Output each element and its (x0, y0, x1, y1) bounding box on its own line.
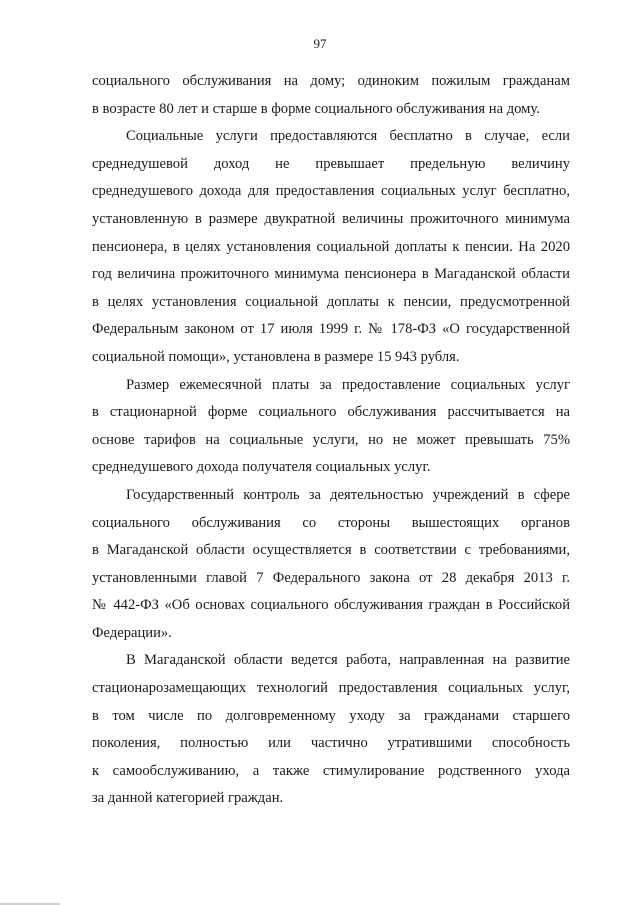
text-line: поколения, полностью или частично утратившими способность (92, 735, 570, 752)
text-line: социального обслуживания на дому; одиноким пожилым гражданам (92, 73, 570, 89)
text-line: стационарозамещающих технологий предоставления социальных услуг, (92, 680, 570, 697)
text-line: Размер ежемесячной платы за предоставление социальных услуг (126, 376, 570, 393)
text-line: социальной помощи», установлена в размере 15 943 рубля. (92, 348, 460, 365)
text-line: в стационарной форме социального обслуживания рассчитывается на (92, 404, 570, 421)
text-line: среднедушевого дохода для предоставления социальных услуг бесплатно, (92, 183, 570, 200)
text-line: пенсионера, в целях установления социальной доплаты к пенсии. На 2020 (92, 238, 570, 255)
text-line: за данной категорией граждан. (92, 790, 284, 807)
text-line: в Магаданской области осуществляется в соответствии с требованиями, (92, 542, 570, 559)
text-line: Федеральным законом от 17 июля 1999 г. № 178-ФЗ «О государственной (92, 321, 570, 338)
text-line: Государственный контроль за деятельностью учреждений в сфере (126, 486, 570, 503)
text-line: в целях установления социальной доплаты к пенсии, предусмотренной (92, 293, 570, 310)
text-line: основе тарифов на социальные услуги, но не может превышать 75% (92, 431, 570, 448)
text-line: в возрасте 80 лет и старше в форме социального обслуживания на дому. (92, 100, 540, 117)
text-line: Федерации». (92, 624, 172, 641)
text-line: к самообслуживанию, а также стимулирование родственного ухода (92, 762, 570, 779)
text-line: в том числе по долговременному уходу за гражданами старшего (92, 707, 570, 724)
text-line: социального обслуживания со стороны вышестоящих органов (92, 514, 570, 531)
paragraph-home-service (92, 68, 570, 123)
text-line: № 442-ФЗ «Об основах социального обслуживания граждан в Российской (92, 597, 570, 614)
text-line: год величина прожиточного минимума пенсионера в Магаданской области (92, 266, 570, 283)
text-line: В Магаданской области ведется работа, направленная на развитие (126, 652, 570, 669)
paragraph-free-services (92, 123, 570, 371)
text-line: Социальные услуги предоставляются бесплатно в случае, если (126, 128, 570, 145)
paragraph-substitution-technologies (92, 647, 570, 813)
text-line: установленную в размере двукратной величины прожиточного минимума (92, 210, 570, 227)
text-line: среднедушевой доход не превышает предельную величину (92, 155, 570, 172)
paragraph-monthly-fee (92, 372, 570, 482)
document-body (92, 68, 570, 813)
text-line: среднедушевого дохода получателя социальных услуг. (92, 459, 431, 476)
page-number: 97 (313, 36, 327, 51)
text-line: установленными главой 7 Федерального закона от 28 декабря 2013 г. (92, 569, 570, 586)
paragraph-state-control (92, 482, 570, 648)
